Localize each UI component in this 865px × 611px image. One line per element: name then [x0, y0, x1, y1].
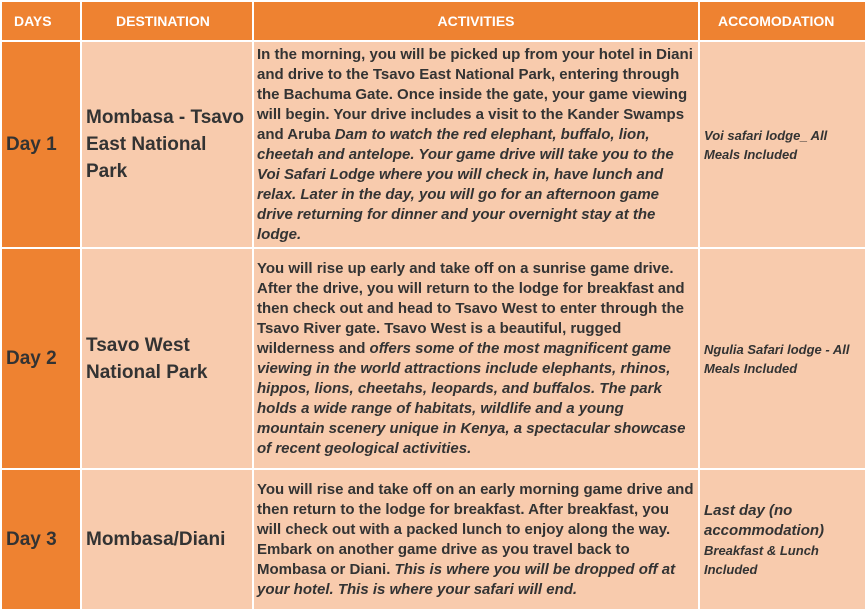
activities-text-italic: This is where you will be dropped off at your hotel. This is where your safari will end.	[257, 560, 676, 598]
accommodation-cell	[699, 469, 865, 610]
accommodation-text: Last day (no accommodation)	[704, 501, 825, 539]
activities-cell	[253, 469, 699, 610]
activities-cell	[253, 41, 699, 248]
activities-text: You will rise and take off on an early morning game drive and then return to the lodge for breakfast. After breakfast, you will check out with a packed lunch to enjoy along the way. Embark on another game drive as you travel back to Mombasa or Diani.	[257, 480, 694, 578]
activities-text: In the morning, you will be picked up from your hotel in Diani and drive to the Tsavo East National Park, entering through the Bachuma Gate. Once inside the gate, your game viewing will begin. Your drive includes a visit to the Kander Swamps and Aruba	[257, 45, 693, 143]
header-destination	[81, 1, 253, 41]
header-days	[1, 1, 81, 41]
header-activities	[253, 1, 699, 41]
header-days-label: DAYS	[14, 13, 52, 29]
header-accommodation	[699, 1, 865, 41]
itinerary-row-day-2	[1, 248, 865, 469]
day-cell: Day 1	[1, 41, 81, 248]
header-row	[1, 1, 865, 41]
destination-cell: Mombasa - Tsavo East National Park	[81, 41, 253, 248]
day-cell: Day 3	[1, 469, 81, 610]
itinerary-row-day-1	[1, 41, 865, 248]
accommodation-text: Voi safari lodge_ All Meals Included	[704, 127, 828, 162]
itinerary-row-day-3	[1, 469, 865, 610]
accommodation-cell	[699, 41, 865, 248]
activities-text-italic: Dam to watch the red elephant, buffalo, lion, cheetah and antelope. Your game drive will take you to the Voi Safari Lodge where you will check in, have lunch and relax. Later in the day, you will go for an afternoon game drive returning for dinner and your overnight stay at the lodge.	[257, 125, 674, 243]
header-accommodation-label: ACCOMODATION	[718, 13, 835, 29]
destination-cell: Mombasa/Diani	[81, 469, 253, 610]
day-cell: Day 2	[1, 248, 81, 469]
activities-text-italic: offers some of the most magnificent game viewing in the world attractions include elephants, rhinos, hippos, lions, cheetahs, leopards, and buffalos. The park holds a wide range of habitats, wildlife and a young mountain scenery unique in Kenya, a spectacular showcase of recent geological activities.	[257, 339, 686, 457]
accommodation-cell	[699, 248, 865, 469]
activities-cell	[253, 248, 699, 469]
destination-cell: Tsavo West National Park	[81, 248, 253, 469]
activities-text: You will rise up early and take off on a sunrise game drive. After the drive, you will return to the lodge for breakfast and then check out and head to Tsavo West to enter through the Tsavo River gate. Tsavo West is a beautiful, rugged wilderness and	[257, 259, 685, 357]
header-activities-label: ACTIVITIES	[437, 13, 515, 29]
header-destination-label: DESTINATION	[116, 13, 210, 29]
accommodation-subtext: Breakfast & Lunch Included	[704, 542, 819, 577]
accommodation-text: Ngulia Safari lodge - All Meals Included	[704, 341, 850, 376]
